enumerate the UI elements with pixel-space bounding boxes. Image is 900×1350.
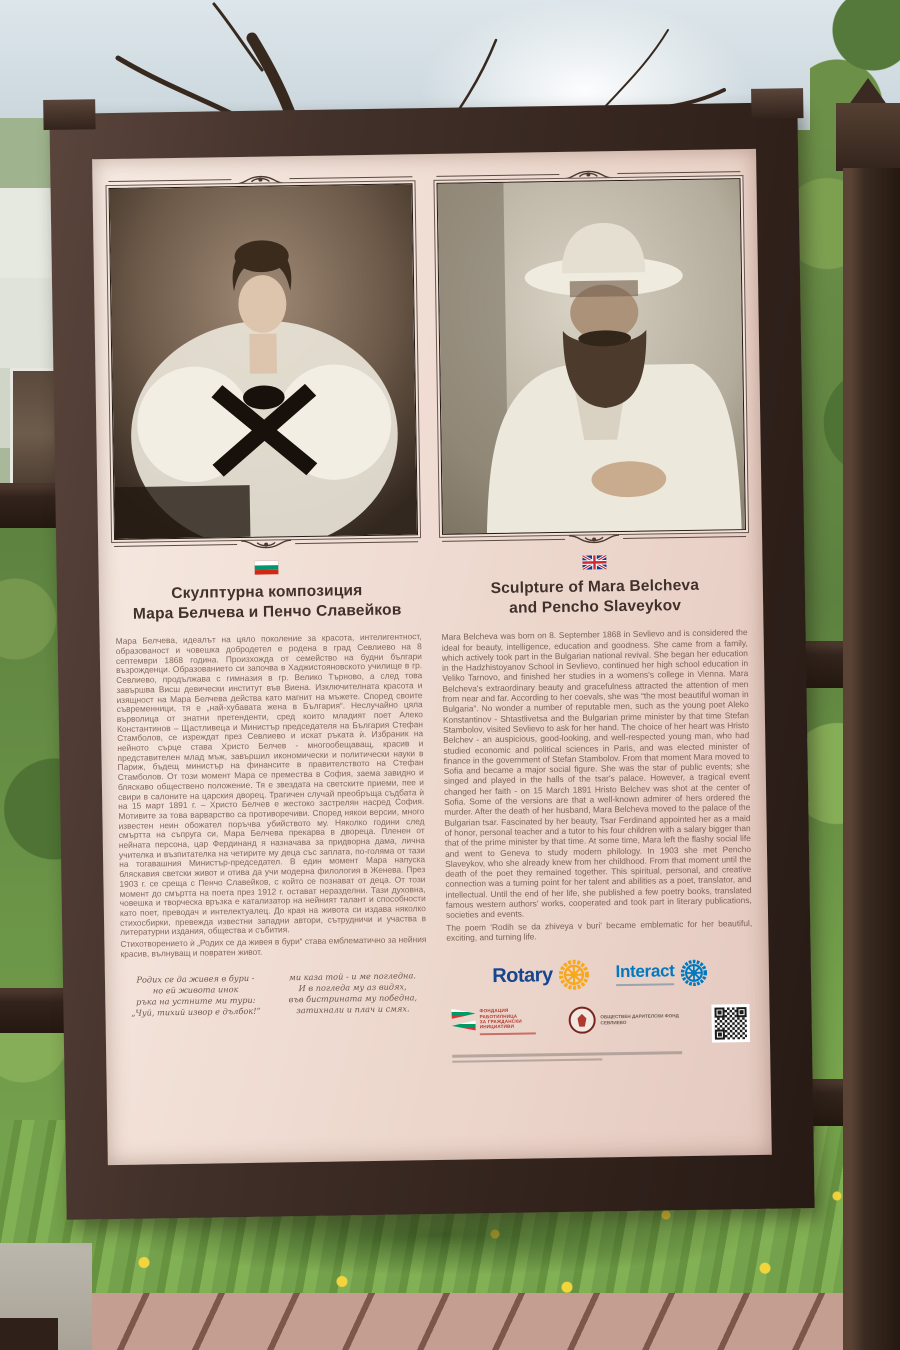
fund-name (600, 1013, 679, 1025)
poem-line: но ей живота инок (152, 984, 239, 996)
foundation-arrows-icon (451, 1009, 475, 1031)
foundation-line: РАБОТИЛНИЦА (479, 1013, 518, 1019)
photo-column-pencho (436, 165, 746, 548)
foundation-line: ФОНДАЦИЯ (479, 1008, 509, 1014)
english-poem-note: The poem 'Rodih se da zhiveya v buri' became emblematic for her beautiful, exciting, and turning life. (446, 917, 753, 943)
foundation-logo (451, 1008, 535, 1036)
qr-code (711, 1004, 750, 1043)
interact-logo (615, 959, 707, 988)
title-bulgarian (115, 580, 420, 625)
flourish-icon (567, 533, 621, 546)
bulgarian-biography-text: Мара Белчева, идеалът на цяло поколение за красота, интелигентност, образованост и човешка добродетел е родена в град Севлиево на 8 септември 1868 година. Произхожда от семейство на будни българи възрожденци. Образованието си започва в Хаджистояновското училище в гр. Севлиево, продължава с гимназия в гр. Велико Търново, а след това завършва Висш девически институт във Виена. Изключителната красота и изящност на Мара Белчева действа като магнит на мъжете. Според своите съвременници, тя е „най-хубавата жена в България“. Неслучайно цяла върволица от знатни претенденти, сред които младият поет Алеко Константинов – Щастливеца и Министър председателя на България Стефан Стамболов, се изреждат през Севлиево и искат ръката ѝ. Избраник на нейното сърце става Христо Белчев - многообещаващ, красив и представителен млад мъж, завършил икономически и политически науки в Париж, бъдещ министър на финансите в правителството на Стефан Стамболов. От този момент Мара се премества в София, заема завидно и бляскаво обществено положение. Тя е звездата на светските приеми, пее и свири в салоните на царския дворец. Трагичен случай преобръща съдбата ѝ на 15 март 1891 г. – Христо Белчев е жестоко застрелян насред София. Мотивите за това варварство са противоречиви. Според някои версии, много известен неин обожател поръчва убийството му. Няколко години след смъртта на съпруга си, Мара Белчева прекарва в двореца. Пленен от нейната персона, цар Фердинанд я назначава за придворна дама, лична учителка и възпитателка на четирите му деца със заплата, по-голяма от тази на тогавашния Министър-председател. В един момент Мара напуска бляскавия светски живот и отива да учи модерна филология в Женева. През 1903 г. се среща с Пенчо Славейков, с който се познават от деца. От този момент до смъртта на поета през 1912 г. остават неразделни. Тази духовна, човешка и творческа връзка е катализатор на нейният талант и способности като поет, преводач и интелектуалец. До края на живота си издава няколко стихосбирки, превежда известни западни автори, сътрудничи и участва в литературни издания, общества и събития. (115, 631, 427, 938)
foundation-line: ЗА ГРАЖДАНСКИ (479, 1018, 522, 1025)
sign-board-frame (49, 102, 814, 1220)
title-en-line2: and Pencho Slaveykov (509, 597, 682, 617)
bulgarian-column (116, 632, 428, 1019)
poem-line: ръка на устните ми тури: (136, 995, 256, 1008)
title-bg-line1: Скулптурна композиция (171, 582, 363, 603)
photo-pencho-slaveykov (436, 178, 745, 535)
rotary-logo (492, 959, 590, 993)
interact-wheel-icon (679, 959, 707, 987)
brick-pavement (0, 1293, 900, 1350)
interact-wordmark: Interact (615, 961, 675, 982)
partner-logos-row (447, 1004, 754, 1047)
fund-emblem-icon (568, 1007, 595, 1034)
sign-panel (92, 149, 772, 1165)
poem-line: И в погледа му аз видях, (298, 981, 407, 994)
poem-line: затихнали и плач и смях. (296, 1003, 410, 1016)
title-bg-line2: Мара Белчева и Пенчо Славейков (132, 601, 402, 623)
rotary-wheel-icon (557, 959, 589, 991)
bulgarian-poem-note: Стихотворението ѝ „Родих се да живея в бури“ става емблематично за нейния красив, вълнуващ и повратен живот. (120, 934, 427, 959)
photo-mara-belcheva (109, 183, 418, 540)
fine-print-line-illegible (452, 1051, 682, 1057)
title-english (443, 575, 748, 620)
foundation-signature-illegible (480, 1032, 536, 1035)
community-fund-logo (568, 1005, 679, 1034)
poem-line: във бистрината му победна, (288, 992, 418, 1005)
flourish-icon (239, 538, 293, 551)
rotary-wordmark: Rotary (492, 963, 553, 987)
flourish-icon (561, 168, 615, 181)
foundation-name (479, 1008, 535, 1031)
frame-cap-right (751, 88, 803, 119)
club-logos-row (447, 952, 754, 997)
poem-stanza-right (278, 971, 428, 1017)
fund-line: ОБЩЕСТВЕН ДАРИТЕЛСКИ ФОНД (600, 1013, 679, 1020)
fence-post-right (843, 168, 900, 1350)
poem-line: „Чуй, тихий извор е дълбок!“ (131, 1006, 261, 1019)
title-en-line1: Sculpture of Mara Belcheva (490, 576, 700, 598)
poem-block (121, 971, 428, 1020)
poem-line: ми каза той - и ме погледна. (288, 970, 416, 983)
poem-line: Родих се да живея в бури - (136, 973, 255, 986)
foundation-line: ИНИЦИАТИВИ (479, 1024, 515, 1030)
fine-print-line-illegible (452, 1058, 602, 1063)
fund-line: СЕВЛИЕВО (600, 1019, 627, 1026)
flourish-icon (233, 173, 287, 186)
text-columns (116, 627, 755, 1071)
fine-print (448, 1050, 754, 1063)
english-biography-text: Mara Belcheva was born on 8. September 1868 in Sevlievo and is considered the ideal for beauty, intelligence, education and goodness. She came from a family, which actively took part in the Bulgarian national revival. She began her education in the Hadzhistoyanov School in Sevlievo, continued her high school education in Veliko Tarnovo, and finished her studies in a womens's college in Vienna. Mara Belcheva's extraordinary beauty and gracefulness attracted the attention of men from near and far. According to her coevals, she was “the most beautiful woman in Bulgaria”. No wonder a number of reputable men, such as the young poet Aleko Konstantinov - Shtastlivetsa and the Bulgarian prime minister by that time Stefan Stambolov, visited Sevlievo to ask for her hand. The choice of her heart was Hristo Belchev - an auspicious, good-looking, and well-respected young man, who had studied economic and political sciences in Paris, and was elected minister of finance in the government of Stefan Stambolov. From that moment Mara moved to Sofia and became a major social figure. She was the star of public events; she singed and played in the halls of the tsar's palace. However, a tragical event changed her faith - on 15 March 1891 Hristo Belchev was shot at the center of Sofia. Some of the versions are that a well-known admirer of hers ordered the murder. After the death of her husband, Mara Belcheva moved to the palace of the Bulgarian tsar. Fascinated by her beauty, Tsar Ferdinand appointed her as a maid of honor, personal teacher and a tutor to his four children with a salary bigger than that of the prime minister by that time. At some time, Mara left the flashy social life and went to Geneva to study modern philology. In 1903 she met Pencho Slaveykov, who she already knew from her childhood. From that moment until the death of the poet they remained together. This spiritual, personal, and creative connection was a turning point for her talent and abilities as a poet, translator, and intellectual. Until the end of her life, she published a few poetry books, translated famous western authors' works, cooperated and took part in literary publications, societies and events. (441, 627, 752, 921)
poem-stanza-left (121, 973, 271, 1019)
photo-column-mara (108, 170, 418, 553)
interact-tagline-illegible (616, 983, 674, 986)
english-column (442, 627, 755, 1066)
wood-edge (0, 1318, 58, 1350)
portrait-photos-row (108, 165, 746, 553)
fence-post-cap (836, 103, 900, 171)
frame-cap-left (43, 99, 95, 130)
